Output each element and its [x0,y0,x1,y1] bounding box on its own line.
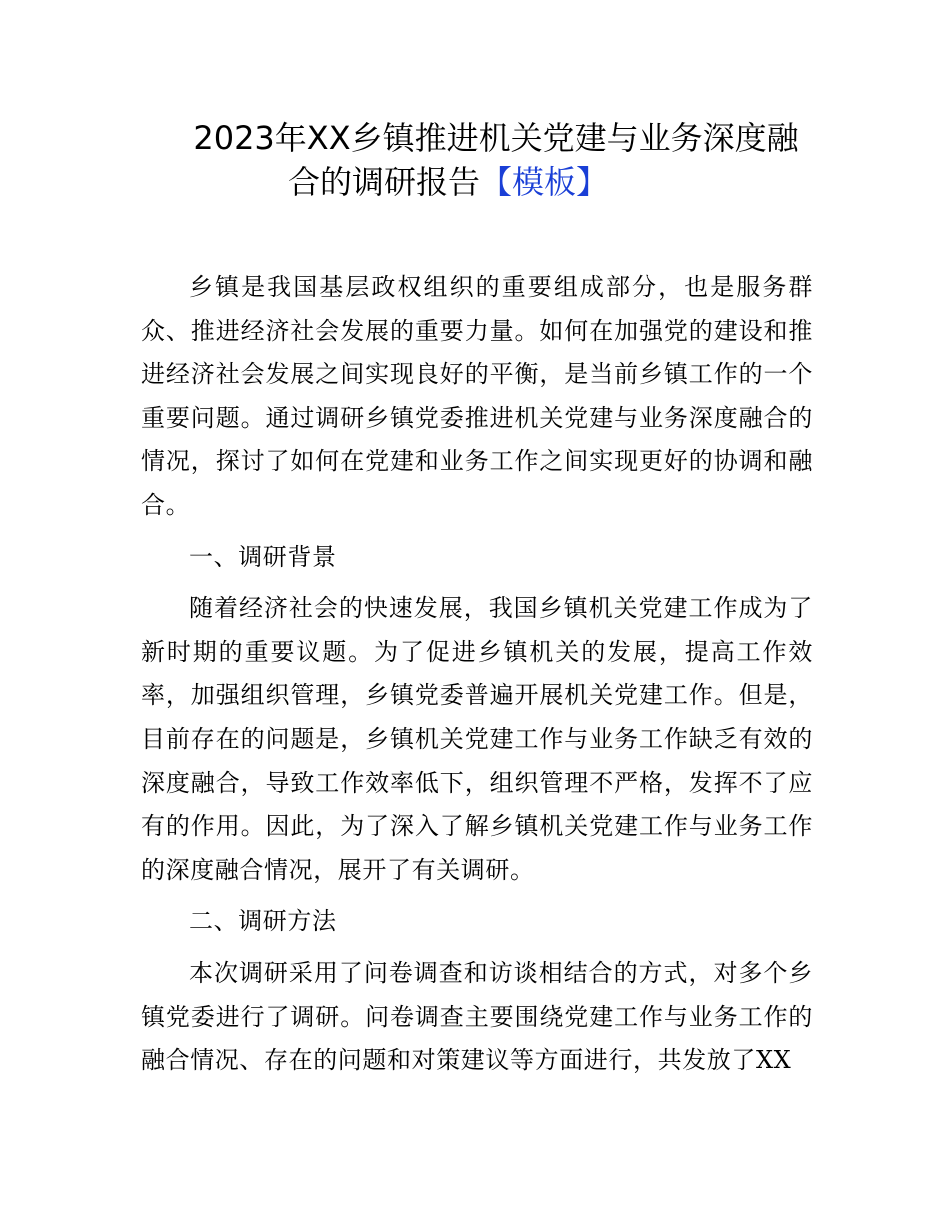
document-body [141,266,813,1083]
document-title [150,116,830,204]
section-heading-method: 二、调研方法 [189,907,337,936]
title-line-2 [150,160,830,204]
paragraph-method: 本次调研采用了问卷调查和访谈相结合的方式，对多个乡镇党委进行了调研。问卷调查主要围绕党建工作与业务工作的融合情况、存在的问题和对策建议等方面进行，共发放了XX [141,958,813,1075]
title-template-tag: 【模板】 [480,163,609,201]
title-line-2-text: 合的调研报告 [287,163,480,201]
paragraph-background: 随着经济社会的快速发展，我国乡镇机关党建工作成为了新时期的重要议题。为了促进乡镇机关的发展，提高工作效率，加强组织管理，乡镇党委普遍开展机关党建工作。但是，目前存在的问题是，乡镇机关党建工作与业务工作缺乏有效的深度融合，导致工作效率低下，组织管理不严格，发挥不了应有的作用。因此，为了深入了解乡镇机关党建工作与业务工作的深度融合情况，展开了有关调研。 [141,594,813,884]
paragraph-intro: 乡镇是我国基层政权组织的重要组成部分，也是服务群众、推进经济社会发展的重要力量。如何在加强党的建设和推进经济社会发展之间实现良好的平衡，是当前乡镇工作的一个重要问题。通过调研乡镇党委推进机关党建与业务深度融合的情况，探讨了如何在党建和业务工作之间实现更好的协调和融合。 [141,273,813,519]
title-line-1: 2023年XX乡镇推进机关党建与业务深度融 [193,119,799,157]
section-heading-background: 一、调研背景 [189,542,337,571]
